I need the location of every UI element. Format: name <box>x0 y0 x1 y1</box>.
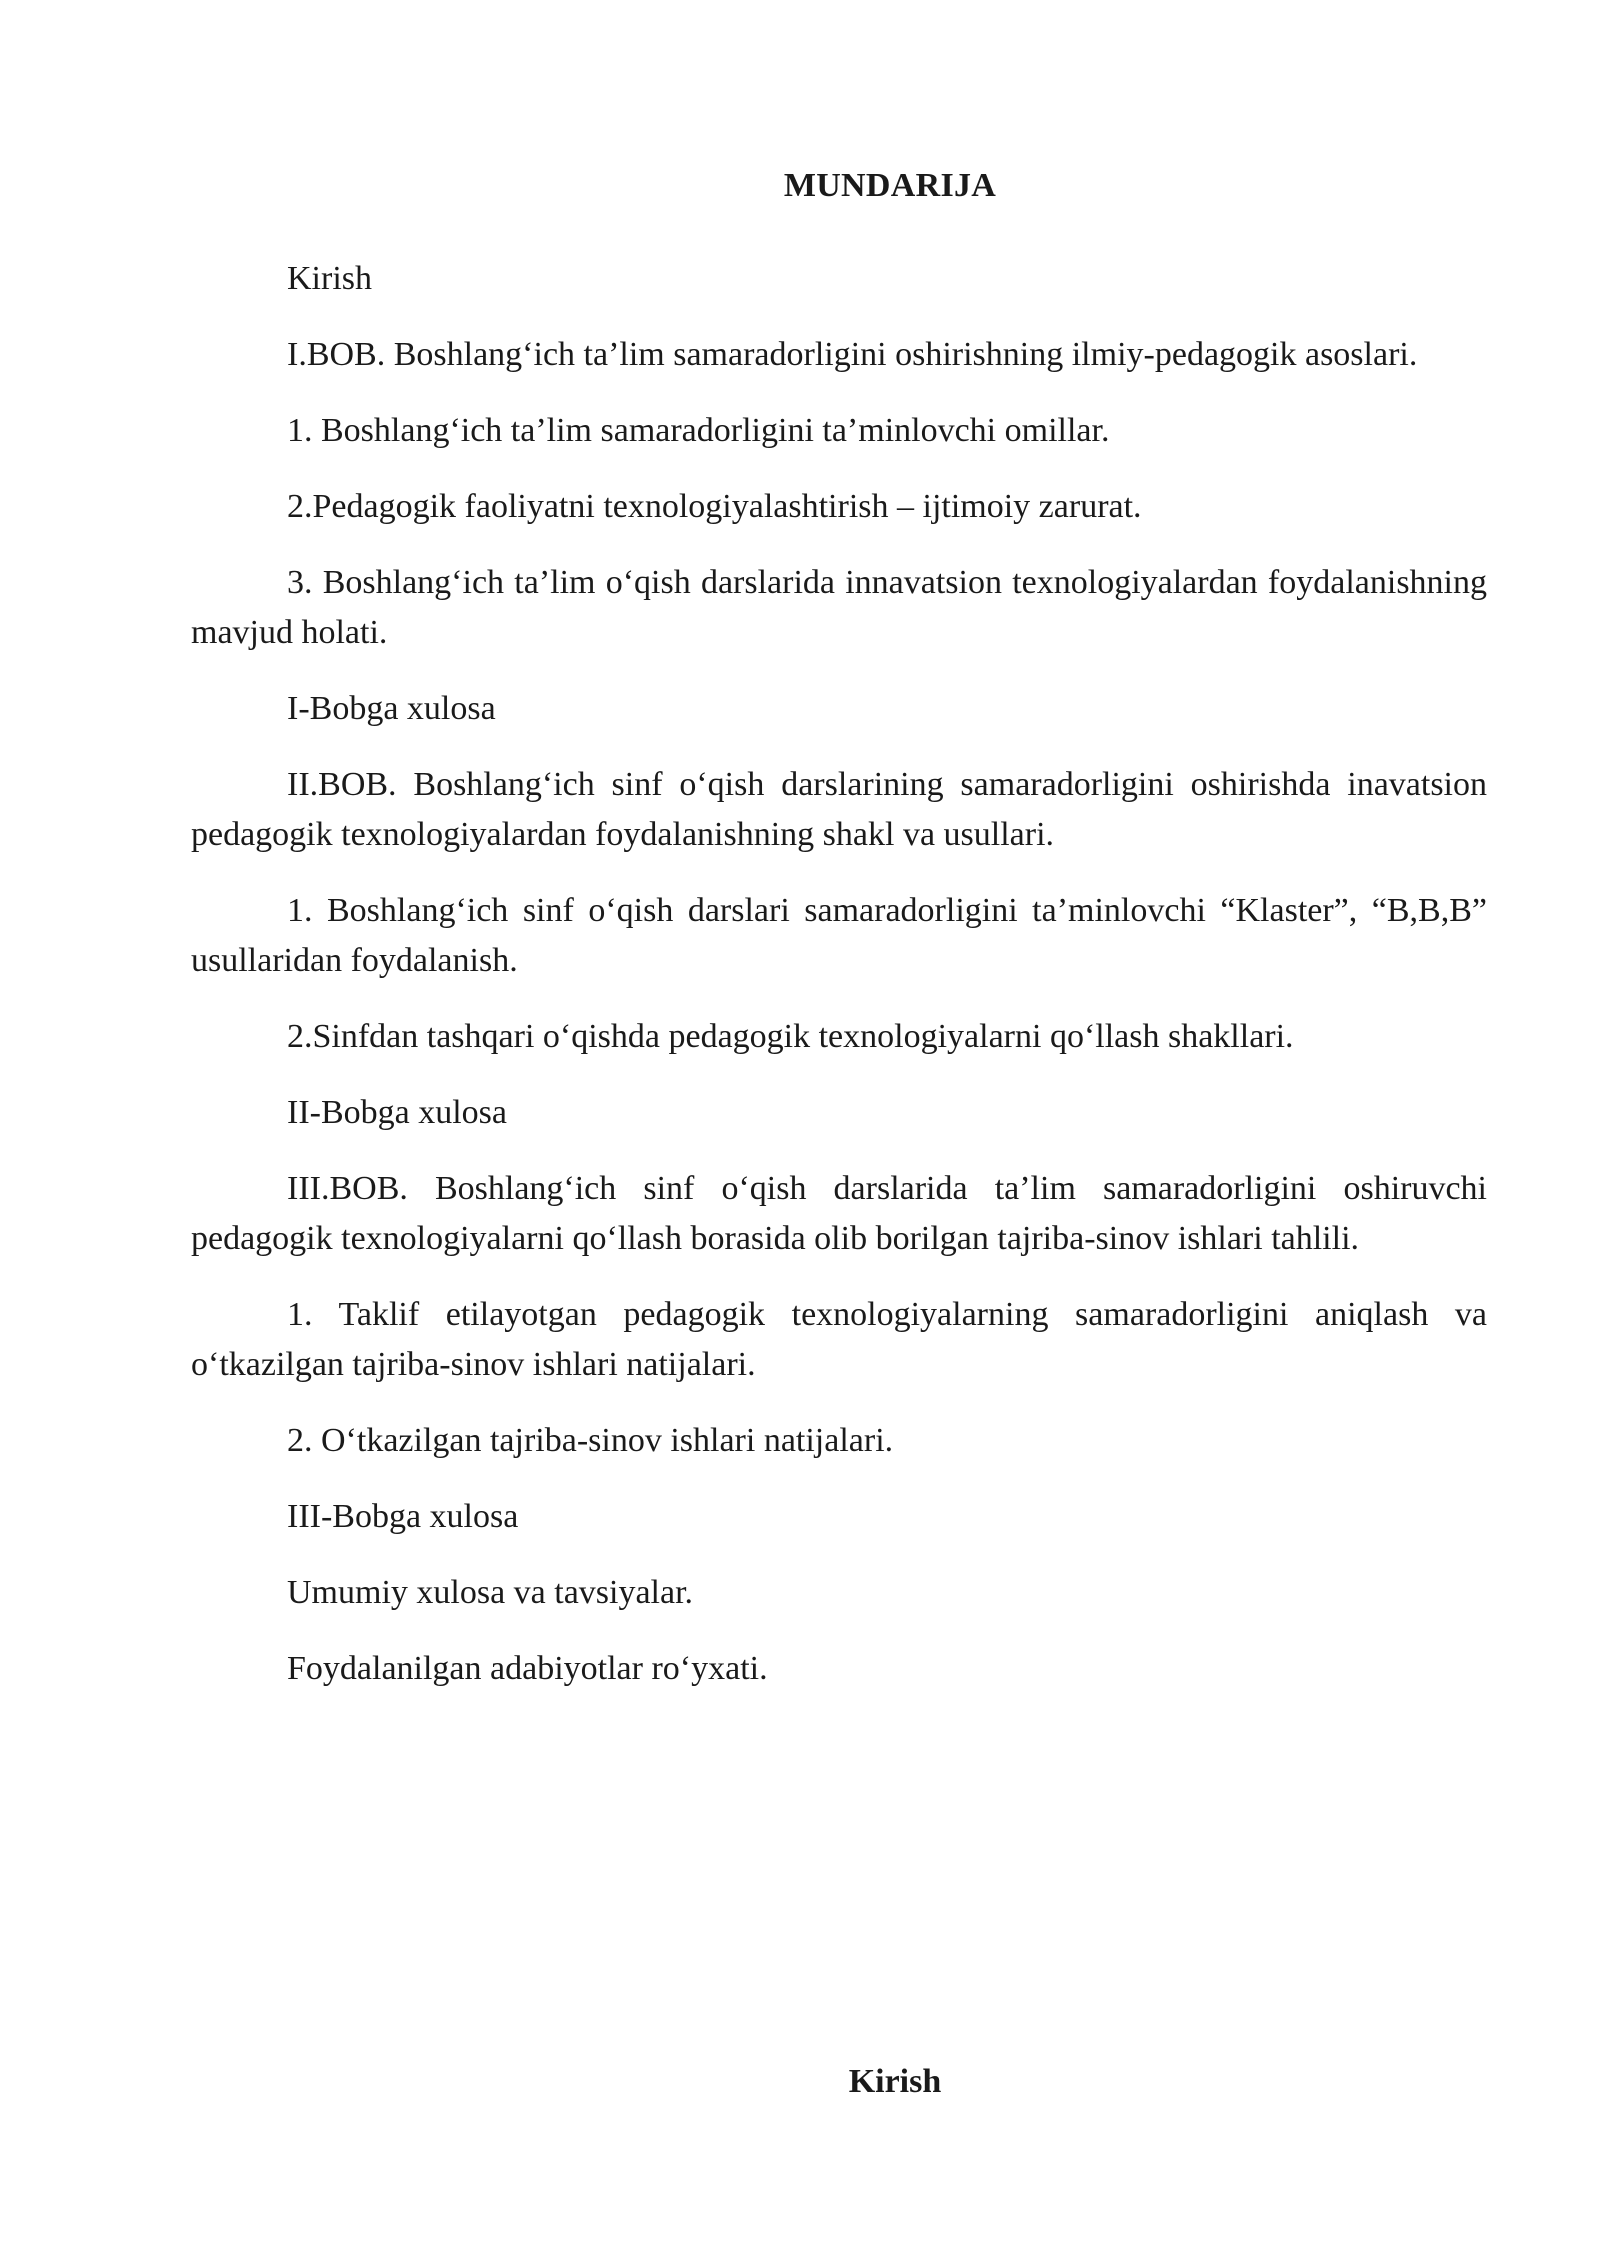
section-heading-introduction: Kirish <box>848 2063 942 2100</box>
toc-entry-chapter-1-section-1: 1. Boshlang‘ich ta’lim samaradorligini ta’minlovchi omillar. <box>287 412 1110 449</box>
toc-entry-chapter-1-section-3: 3. Boshlang‘ich ta’lim o‘qish darslarida innavatsion texnologiyalardan foydalanishning mavjud holati. <box>191 564 1487 651</box>
toc-entry-chapter-3-section-2: 2. O‘tkazilgan tajriba-sinov ishlari natijalari. <box>287 1422 894 1459</box>
page-title: MUNDARIJA <box>783 167 997 204</box>
toc-entry-chapter-2-conclusion: II-Bobga xulosa <box>287 1094 508 1131</box>
toc-entry-bibliography: Foydalanilgan adabiyotlar ro‘yxati. <box>287 1650 768 1687</box>
toc-entry-chapter-1-conclusion: I-Bobga xulosa <box>287 690 496 727</box>
toc-entry-introduction: Kirish <box>287 260 372 297</box>
toc-entry-chapter-2-section-1: 1. Boshlang‘ich sinf o‘qish darslari samaradorligini ta’minlovchi “Klaster”, “B,B,B” usullaridan foydalanish. <box>191 892 1487 979</box>
toc-entry-chapter-3: III.BOB. Boshlang‘ich sinf o‘qish darslarida ta’lim samaradorligini oshiruvchi pedagogik texnologiyalarni qo‘llash borasida olib borilgan tajriba-sinov ishlari tahlili. <box>191 1170 1487 1257</box>
toc-entry-chapter-3-section-1: 1. Taklif etilayotgan pedagogik texnologiyalarning samaradorligini aniqlash va o‘tkazilgan tajriba-sinov ishlari natijalari. <box>191 1296 1487 1383</box>
toc-entry-chapter-1: I.BOB. Boshlang‘ich ta’lim samaradorligini oshirishning ilmiy-pedagogik asoslari. <box>287 336 1418 373</box>
toc-entry-chapter-3-conclusion: III-Bobga xulosa <box>287 1498 519 1535</box>
table-of-contents <box>191 254 1487 1720</box>
toc-entry-chapter-2: II.BOB. Boshlang‘ich sinf o‘qish darslarining samaradorligini oshirishda inavatsion pedagogik texnologiyalardan foydalanishning shakl va usullari. <box>191 766 1487 853</box>
toc-entry-chapter-1-section-2: 2.Pedagogik faoliyatni texnologiyalashtirish – ijtimoiy zarurat. <box>287 488 1142 525</box>
toc-entry-chapter-2-section-2: 2.Sinfdan tashqari o‘qishda pedagogik texnologiyalarni qo‘llash shakllari. <box>287 1018 1294 1055</box>
toc-entry-general-conclusion: Umumiy xulosa va tavsiyalar. <box>287 1574 694 1611</box>
